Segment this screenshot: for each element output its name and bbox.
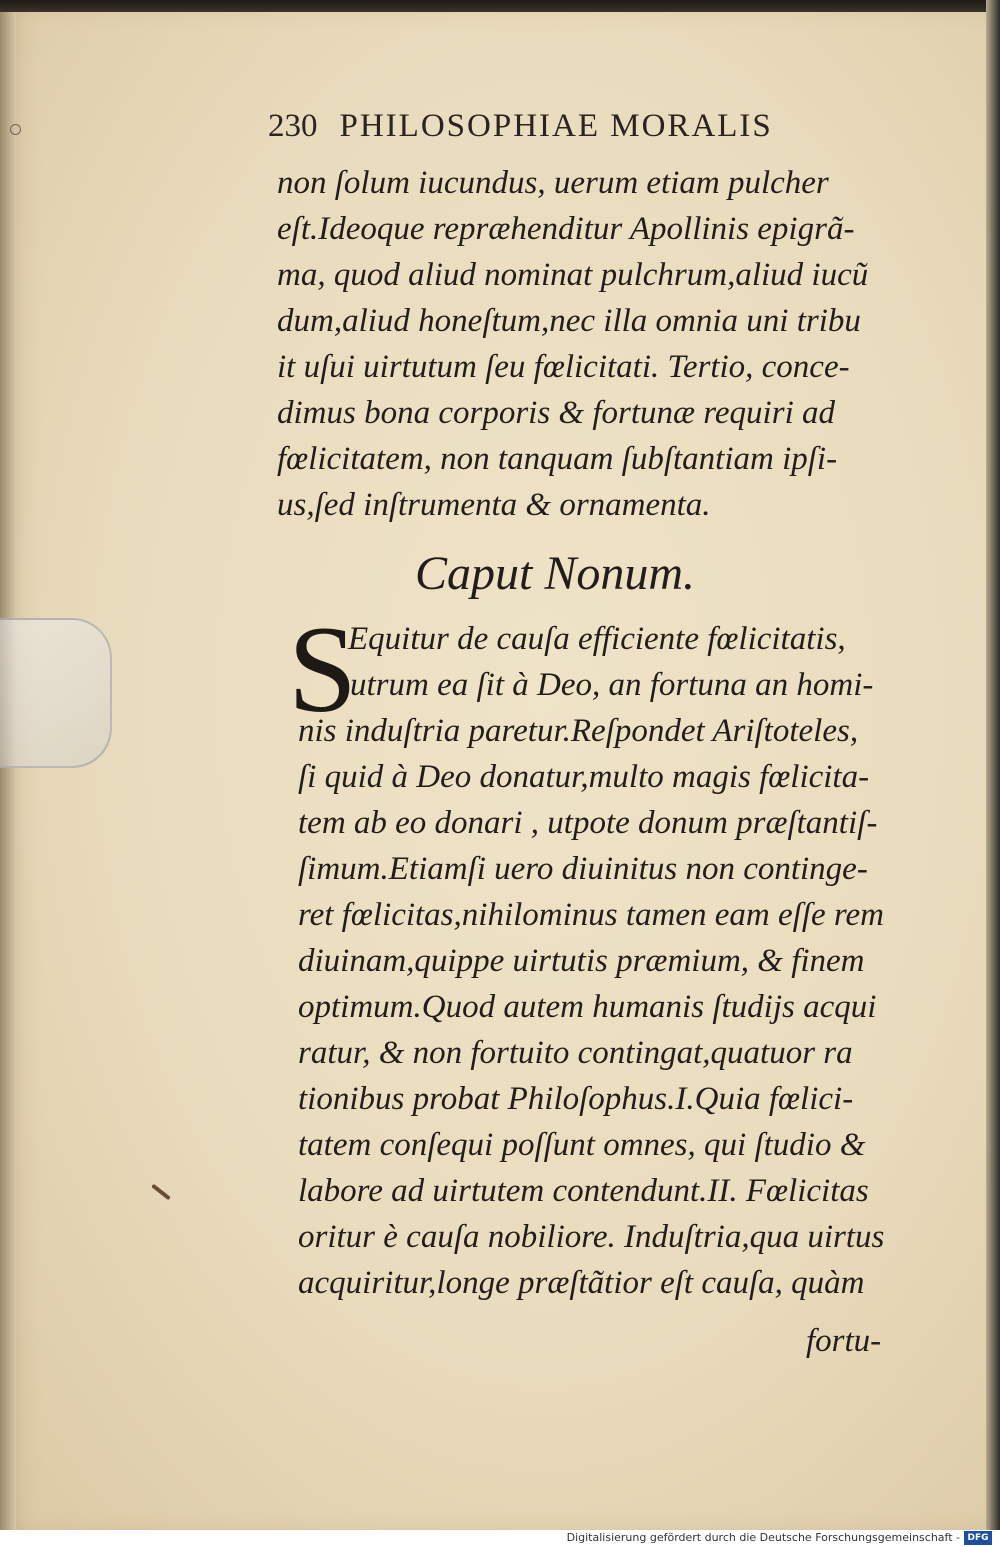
catchword: fortu- xyxy=(806,1323,882,1359)
text-line: utrum ea ſit à Deo, an fortuna an homi- xyxy=(350,667,874,703)
page-number: 230 xyxy=(268,108,318,144)
paragraph-1 xyxy=(277,160,868,528)
text-line: ma, quod aliud nominat pulchrum,aliud iucũ xyxy=(277,257,869,293)
running-title: PHILOSOPHIAE MORALIS xyxy=(339,108,773,144)
text-line: Equitur de cauſa efficiente fœlicitatis, xyxy=(348,621,846,657)
text-line: tem ab eo donari , utpote donum præſtantiſ- xyxy=(298,805,878,841)
funding-credit: Digitalisierung gefördert durch die Deutsche Forschungsgemeinschaft - xyxy=(566,1531,960,1544)
text-line: tionibus probat Philoſophus.I.Quia fœlici- xyxy=(298,1081,854,1117)
text-line: fœlicitatem, non tanquam ſubſtantiam ipſi- xyxy=(277,441,838,477)
text-line: ratur, & non fortuito contingat,quatuor ra xyxy=(298,1035,853,1071)
chapter-heading: Caput Nonum. xyxy=(415,547,696,600)
paragraph-2 xyxy=(298,616,884,1306)
scan-border-top xyxy=(0,0,1000,12)
text-line: it uſui uirtutum ſeu fœlicitati. Tertio, conce- xyxy=(277,349,850,385)
text-line: optimum.Quod autem humanis ſtudijs acqui xyxy=(298,989,877,1025)
scan-border-right xyxy=(986,0,1000,1530)
page-gutter xyxy=(0,10,16,1530)
text-line: acquiritur,longe præſtãtior eſt cauſa, quàm xyxy=(298,1265,865,1301)
drop-cap: S xyxy=(288,601,357,738)
text-line: dum,aliud honeſtum,nec illa omnia uni tribu xyxy=(277,303,861,339)
text-line: ret fœlicitas,nihilominus tamen eam eſſe rem xyxy=(298,897,884,933)
page-clip xyxy=(0,618,112,768)
text-line: dimus bona corporis & fortunæ requiri ad xyxy=(277,395,835,431)
text-line: labore ad uirtutem contendunt.II. Fœlicitas xyxy=(298,1173,869,1209)
text-line: oritur è cauſa nobiliore. Induſtria,qua uirtus xyxy=(298,1219,885,1255)
text-line: us,ſed inſtrumenta & ornamenta. xyxy=(277,487,711,523)
text-line: ſimum.Etiamſi uero diuinitus non continge- xyxy=(298,851,868,887)
dfg-logo-icon: DFG xyxy=(964,1531,992,1545)
ring-mark xyxy=(10,124,21,135)
text-line: non ſolum iucundus, uerum etiam pulcher xyxy=(277,165,829,201)
text-line: eſt.Ideoque repræhenditur Apollinis epigrã- xyxy=(277,211,855,247)
running-header xyxy=(268,108,868,145)
text-line: ſi quid à Deo donatur,multo magis fœlicita- xyxy=(298,759,870,795)
text-line: tatem conſequi poſſunt omnes, qui ſtudio & xyxy=(298,1127,866,1163)
text-line: nis induſtria paretur.Reſpondet Ariſtoteles, xyxy=(298,713,859,749)
text-line: diuinam,quippe uirtutis præmium, & finem xyxy=(298,943,865,979)
